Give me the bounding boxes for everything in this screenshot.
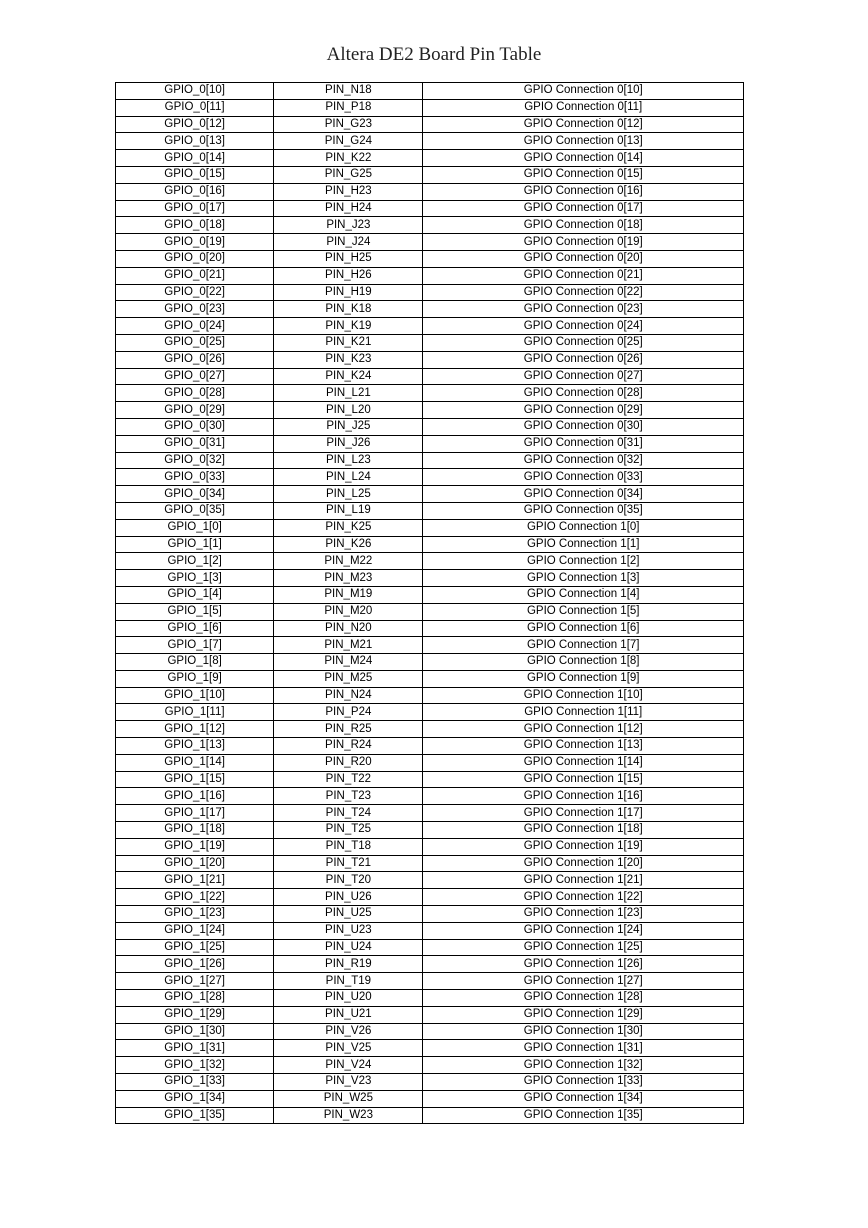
pin-table [115, 82, 744, 1124]
description-cell: GPIO Connection 1[27] [423, 973, 744, 990]
table-row [116, 922, 744, 939]
signal-name-cell: GPIO_1[31] [116, 1040, 274, 1057]
signal-name-cell: GPIO_0[18] [116, 217, 274, 234]
table-row [116, 704, 744, 721]
description-cell: GPIO Connection 0[24] [423, 318, 744, 335]
description-cell: GPIO Connection 1[35] [423, 1107, 744, 1124]
description-cell: GPIO Connection 1[26] [423, 956, 744, 973]
table-row [116, 1107, 744, 1124]
table-row [116, 670, 744, 687]
table-row [116, 1023, 744, 1040]
description-cell: GPIO Connection 1[19] [423, 838, 744, 855]
table-row [116, 1074, 744, 1091]
signal-name-cell: GPIO_1[32] [116, 1057, 274, 1074]
description-cell: GPIO Connection 1[14] [423, 754, 744, 771]
fpga-pin-cell: PIN_N20 [274, 620, 423, 637]
fpga-pin-cell: PIN_H26 [274, 267, 423, 284]
fpga-pin-cell: PIN_K26 [274, 536, 423, 553]
fpga-pin-cell: PIN_L25 [274, 486, 423, 503]
table-row [116, 855, 744, 872]
table-row [116, 133, 744, 150]
signal-name-cell: GPIO_1[0] [116, 519, 274, 536]
table-row [116, 838, 744, 855]
fpga-pin-cell: PIN_R24 [274, 738, 423, 755]
table-row [116, 385, 744, 402]
table-row [116, 267, 744, 284]
description-cell: GPIO Connection 0[27] [423, 368, 744, 385]
description-cell: GPIO Connection 1[0] [423, 519, 744, 536]
fpga-pin-cell: PIN_N18 [274, 83, 423, 100]
description-cell: GPIO Connection 0[14] [423, 150, 744, 167]
signal-name-cell: GPIO_1[1] [116, 536, 274, 553]
signal-name-cell: GPIO_0[21] [116, 267, 274, 284]
fpga-pin-cell: PIN_L21 [274, 385, 423, 402]
signal-name-cell: GPIO_1[34] [116, 1090, 274, 1107]
fpga-pin-cell: PIN_K19 [274, 318, 423, 335]
fpga-pin-cell: PIN_L19 [274, 502, 423, 519]
description-cell: GPIO Connection 1[25] [423, 939, 744, 956]
fpga-pin-cell: PIN_U21 [274, 1006, 423, 1023]
signal-name-cell: GPIO_1[28] [116, 990, 274, 1007]
description-cell: GPIO Connection 1[4] [423, 586, 744, 603]
description-cell: GPIO Connection 0[35] [423, 502, 744, 519]
table-row [116, 872, 744, 889]
signal-name-cell: GPIO_0[30] [116, 418, 274, 435]
signal-name-cell: GPIO_1[27] [116, 973, 274, 990]
fpga-pin-cell: PIN_G24 [274, 133, 423, 150]
table-row [116, 990, 744, 1007]
fpga-pin-cell: PIN_U26 [274, 889, 423, 906]
signal-name-cell: GPIO_1[29] [116, 1006, 274, 1023]
pin-table-body [116, 83, 744, 1124]
description-cell: GPIO Connection 0[13] [423, 133, 744, 150]
description-cell: GPIO Connection 1[17] [423, 805, 744, 822]
fpga-pin-cell: PIN_R25 [274, 721, 423, 738]
signal-name-cell: GPIO_1[19] [116, 838, 274, 855]
table-row [116, 435, 744, 452]
signal-name-cell: GPIO_1[17] [116, 805, 274, 822]
table-row [116, 687, 744, 704]
fpga-pin-cell: PIN_L20 [274, 402, 423, 419]
table-row [116, 738, 744, 755]
table-row [116, 334, 744, 351]
fpga-pin-cell: PIN_M19 [274, 586, 423, 603]
fpga-pin-cell: PIN_U25 [274, 906, 423, 923]
table-row [116, 1006, 744, 1023]
fpga-pin-cell: PIN_T18 [274, 838, 423, 855]
description-cell: GPIO Connection 1[3] [423, 570, 744, 587]
table-row [116, 150, 744, 167]
table-row [116, 486, 744, 503]
fpga-pin-cell: PIN_T23 [274, 788, 423, 805]
table-row [116, 822, 744, 839]
fpga-pin-cell: PIN_T20 [274, 872, 423, 889]
fpga-pin-cell: PIN_R19 [274, 956, 423, 973]
fpga-pin-cell: PIN_J23 [274, 217, 423, 234]
description-cell: GPIO Connection 1[9] [423, 670, 744, 687]
table-row [116, 217, 744, 234]
description-cell: GPIO Connection 0[28] [423, 385, 744, 402]
table-row [116, 788, 744, 805]
description-cell: GPIO Connection 0[32] [423, 452, 744, 469]
description-cell: GPIO Connection 0[26] [423, 351, 744, 368]
signal-name-cell: GPIO_1[22] [116, 889, 274, 906]
table-row [116, 536, 744, 553]
description-cell: GPIO Connection 0[34] [423, 486, 744, 503]
table-row [116, 586, 744, 603]
signal-name-cell: GPIO_1[14] [116, 754, 274, 771]
description-cell: GPIO Connection 1[22] [423, 889, 744, 906]
description-cell: GPIO Connection 0[22] [423, 284, 744, 301]
fpga-pin-cell: PIN_J25 [274, 418, 423, 435]
signal-name-cell: GPIO_0[20] [116, 250, 274, 267]
signal-name-cell: GPIO_0[13] [116, 133, 274, 150]
fpga-pin-cell: PIN_M21 [274, 637, 423, 654]
signal-name-cell: GPIO_1[26] [116, 956, 274, 973]
table-row [116, 284, 744, 301]
fpga-pin-cell: PIN_T22 [274, 771, 423, 788]
table-row [116, 250, 744, 267]
signal-name-cell: GPIO_0[28] [116, 385, 274, 402]
signal-name-cell: GPIO_1[20] [116, 855, 274, 872]
signal-name-cell: GPIO_1[16] [116, 788, 274, 805]
description-cell: GPIO Connection 1[10] [423, 687, 744, 704]
table-row [116, 1090, 744, 1107]
fpga-pin-cell: PIN_K21 [274, 334, 423, 351]
description-cell: GPIO Connection 1[24] [423, 922, 744, 939]
fpga-pin-cell: PIN_W23 [274, 1107, 423, 1124]
table-row [116, 418, 744, 435]
signal-name-cell: GPIO_0[12] [116, 116, 274, 133]
table-row [116, 183, 744, 200]
signal-name-cell: GPIO_1[10] [116, 687, 274, 704]
description-cell: GPIO Connection 1[28] [423, 990, 744, 1007]
description-cell: GPIO Connection 1[29] [423, 1006, 744, 1023]
table-row [116, 402, 744, 419]
signal-name-cell: GPIO_0[24] [116, 318, 274, 335]
description-cell: GPIO Connection 1[11] [423, 704, 744, 721]
description-cell: GPIO Connection 1[5] [423, 603, 744, 620]
signal-name-cell: GPIO_0[22] [116, 284, 274, 301]
signal-name-cell: GPIO_0[32] [116, 452, 274, 469]
table-row [116, 99, 744, 116]
description-cell: GPIO Connection 1[13] [423, 738, 744, 755]
fpga-pin-cell: PIN_M24 [274, 654, 423, 671]
table-row [116, 1040, 744, 1057]
fpga-pin-cell: PIN_K22 [274, 150, 423, 167]
signal-name-cell: GPIO_1[21] [116, 872, 274, 889]
description-cell: GPIO Connection 1[18] [423, 822, 744, 839]
fpga-pin-cell: PIN_M25 [274, 670, 423, 687]
table-row [116, 721, 744, 738]
fpga-pin-cell: PIN_G23 [274, 116, 423, 133]
signal-name-cell: GPIO_1[15] [116, 771, 274, 788]
description-cell: GPIO Connection 0[21] [423, 267, 744, 284]
fpga-pin-cell: PIN_V25 [274, 1040, 423, 1057]
fpga-pin-cell: PIN_N24 [274, 687, 423, 704]
description-cell: GPIO Connection 1[23] [423, 906, 744, 923]
signal-name-cell: GPIO_1[12] [116, 721, 274, 738]
signal-name-cell: GPIO_0[10] [116, 83, 274, 100]
table-row [116, 519, 744, 536]
fpga-pin-cell: PIN_H25 [274, 250, 423, 267]
table-row [116, 553, 744, 570]
signal-name-cell: GPIO_0[26] [116, 351, 274, 368]
fpga-pin-cell: PIN_U23 [274, 922, 423, 939]
signal-name-cell: GPIO_0[27] [116, 368, 274, 385]
fpga-pin-cell: PIN_K25 [274, 519, 423, 536]
table-row [116, 234, 744, 251]
description-cell: GPIO Connection 0[16] [423, 183, 744, 200]
description-cell: GPIO Connection 0[20] [423, 250, 744, 267]
table-row [116, 83, 744, 100]
description-cell: GPIO Connection 1[20] [423, 855, 744, 872]
table-row [116, 973, 744, 990]
table-row [116, 889, 744, 906]
table-row [116, 956, 744, 973]
table-row [116, 603, 744, 620]
table-row [116, 771, 744, 788]
fpga-pin-cell: PIN_V23 [274, 1074, 423, 1091]
fpga-pin-cell: PIN_T21 [274, 855, 423, 872]
description-cell: GPIO Connection 0[30] [423, 418, 744, 435]
fpga-pin-cell: PIN_J24 [274, 234, 423, 251]
signal-name-cell: GPIO_1[30] [116, 1023, 274, 1040]
description-cell: GPIO Connection 1[7] [423, 637, 744, 654]
description-cell: GPIO Connection 1[30] [423, 1023, 744, 1040]
description-cell: GPIO Connection 0[31] [423, 435, 744, 452]
signal-name-cell: GPIO_1[11] [116, 704, 274, 721]
description-cell: GPIO Connection 1[2] [423, 553, 744, 570]
signal-name-cell: GPIO_1[13] [116, 738, 274, 755]
description-cell: GPIO Connection 1[1] [423, 536, 744, 553]
description-cell: GPIO Connection 0[33] [423, 469, 744, 486]
description-cell: GPIO Connection 1[34] [423, 1090, 744, 1107]
signal-name-cell: GPIO_0[11] [116, 99, 274, 116]
description-cell: GPIO Connection 1[33] [423, 1074, 744, 1091]
fpga-pin-cell: PIN_W25 [274, 1090, 423, 1107]
description-cell: GPIO Connection 0[11] [423, 99, 744, 116]
description-cell: GPIO Connection 1[31] [423, 1040, 744, 1057]
signal-name-cell: GPIO_0[34] [116, 486, 274, 503]
fpga-pin-cell: PIN_U24 [274, 939, 423, 956]
description-cell: GPIO Connection 1[16] [423, 788, 744, 805]
table-row [116, 351, 744, 368]
signal-name-cell: GPIO_1[6] [116, 620, 274, 637]
fpga-pin-cell: PIN_L23 [274, 452, 423, 469]
fpga-pin-cell: PIN_L24 [274, 469, 423, 486]
signal-name-cell: GPIO_0[25] [116, 334, 274, 351]
fpga-pin-cell: PIN_H23 [274, 183, 423, 200]
description-cell: GPIO Connection 0[19] [423, 234, 744, 251]
signal-name-cell: GPIO_0[14] [116, 150, 274, 167]
table-row [116, 906, 744, 923]
fpga-pin-cell: PIN_R20 [274, 754, 423, 771]
signal-name-cell: GPIO_1[35] [116, 1107, 274, 1124]
signal-name-cell: GPIO_0[35] [116, 502, 274, 519]
table-row [116, 301, 744, 318]
signal-name-cell: GPIO_0[31] [116, 435, 274, 452]
page-title: Altera DE2 Board Pin Table [326, 44, 542, 65]
signal-name-cell: GPIO_1[7] [116, 637, 274, 654]
table-row [116, 502, 744, 519]
table-row [116, 939, 744, 956]
fpga-pin-cell: PIN_M23 [274, 570, 423, 587]
signal-name-cell: GPIO_1[4] [116, 586, 274, 603]
table-row [116, 1057, 744, 1074]
fpga-pin-cell: PIN_U20 [274, 990, 423, 1007]
signal-name-cell: GPIO_1[25] [116, 939, 274, 956]
description-cell: GPIO Connection 1[12] [423, 721, 744, 738]
description-cell: GPIO Connection 0[10] [423, 83, 744, 100]
signal-name-cell: GPIO_0[19] [116, 234, 274, 251]
table-row [116, 452, 744, 469]
table-row [116, 637, 744, 654]
fpga-pin-cell: PIN_P18 [274, 99, 423, 116]
description-cell: GPIO Connection 0[29] [423, 402, 744, 419]
table-row [116, 570, 744, 587]
fpga-pin-cell: PIN_V26 [274, 1023, 423, 1040]
table-row [116, 469, 744, 486]
table-row [116, 368, 744, 385]
description-cell: GPIO Connection 0[17] [423, 200, 744, 217]
signal-name-cell: GPIO_1[24] [116, 922, 274, 939]
description-cell: GPIO Connection 0[12] [423, 116, 744, 133]
fpga-pin-cell: PIN_H24 [274, 200, 423, 217]
signal-name-cell: GPIO_0[15] [116, 166, 274, 183]
fpga-pin-cell: PIN_G25 [274, 166, 423, 183]
signal-name-cell: GPIO_1[2] [116, 553, 274, 570]
fpga-pin-cell: PIN_K18 [274, 301, 423, 318]
signal-name-cell: GPIO_0[17] [116, 200, 274, 217]
fpga-pin-cell: PIN_T24 [274, 805, 423, 822]
fpga-pin-cell: PIN_J26 [274, 435, 423, 452]
description-cell: GPIO Connection 0[25] [423, 334, 744, 351]
description-cell: GPIO Connection 1[21] [423, 872, 744, 889]
fpga-pin-cell: PIN_H19 [274, 284, 423, 301]
table-row [116, 166, 744, 183]
table-row [116, 754, 744, 771]
table-row [116, 654, 744, 671]
description-cell: GPIO Connection 0[23] [423, 301, 744, 318]
fpga-pin-cell: PIN_V24 [274, 1057, 423, 1074]
signal-name-cell: GPIO_1[18] [116, 822, 274, 839]
signal-name-cell: GPIO_1[33] [116, 1074, 274, 1091]
signal-name-cell: GPIO_1[5] [116, 603, 274, 620]
signal-name-cell: GPIO_1[9] [116, 670, 274, 687]
signal-name-cell: GPIO_0[33] [116, 469, 274, 486]
fpga-pin-cell: PIN_M22 [274, 553, 423, 570]
description-cell: GPIO Connection 1[32] [423, 1057, 744, 1074]
table-row [116, 318, 744, 335]
table-row [116, 116, 744, 133]
table-row [116, 620, 744, 637]
fpga-pin-cell: PIN_M20 [274, 603, 423, 620]
signal-name-cell: GPIO_0[16] [116, 183, 274, 200]
fpga-pin-cell: PIN_T19 [274, 973, 423, 990]
signal-name-cell: GPIO_0[29] [116, 402, 274, 419]
signal-name-cell: GPIO_0[23] [116, 301, 274, 318]
fpga-pin-cell: PIN_P24 [274, 704, 423, 721]
description-cell: GPIO Connection 0[15] [423, 166, 744, 183]
fpga-pin-cell: PIN_T25 [274, 822, 423, 839]
description-cell: GPIO Connection 1[15] [423, 771, 744, 788]
signal-name-cell: GPIO_1[3] [116, 570, 274, 587]
table-row [116, 805, 744, 822]
signal-name-cell: GPIO_1[23] [116, 906, 274, 923]
description-cell: GPIO Connection 1[6] [423, 620, 744, 637]
fpga-pin-cell: PIN_K23 [274, 351, 423, 368]
table-row [116, 200, 744, 217]
description-cell: GPIO Connection 0[18] [423, 217, 744, 234]
description-cell: GPIO Connection 1[8] [423, 654, 744, 671]
fpga-pin-cell: PIN_K24 [274, 368, 423, 385]
signal-name-cell: GPIO_1[8] [116, 654, 274, 671]
